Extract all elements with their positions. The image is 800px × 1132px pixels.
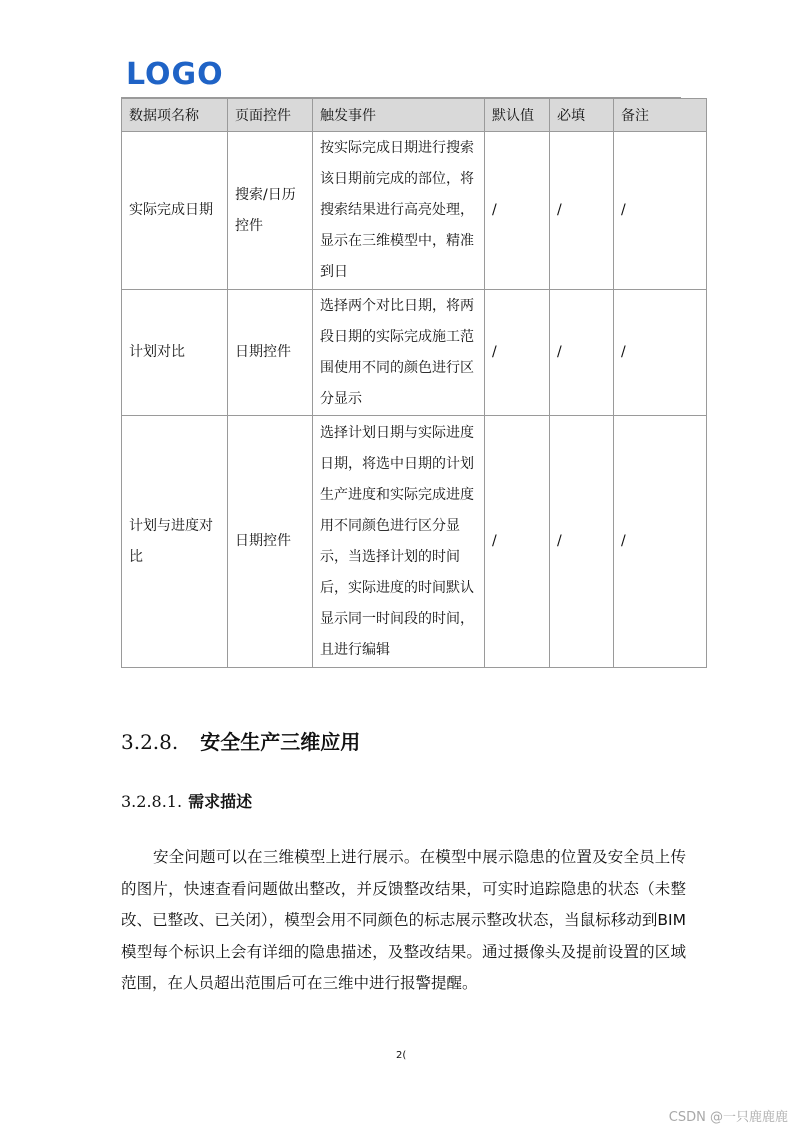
column-header: 触发事件 — [313, 99, 485, 132]
table-row — [122, 290, 707, 416]
cell-remark: / — [614, 290, 707, 416]
table-header-row — [122, 99, 707, 132]
column-header: 数据项名称 — [122, 99, 228, 132]
section-title: 安全生产三维应用 — [200, 730, 361, 754]
section-number: 3.2.8. — [121, 730, 179, 754]
logo: LOGO — [126, 57, 224, 92]
cell-default: / — [485, 416, 550, 668]
page-number: 2( — [396, 1050, 407, 1061]
data-item-table — [121, 98, 707, 668]
subsection-title: 需求描述 — [188, 792, 253, 811]
cell-name: 计划与进度对 比 — [122, 416, 228, 668]
column-header: 备注 — [614, 99, 707, 132]
cell-control: 搜索/日历 控件 — [228, 132, 313, 290]
cell-remark: / — [614, 416, 707, 668]
body-paragraph: 安全问题可以在三维模型上进行展示。在模型中展示隐患的位置及安全员上传的图片，快速查看问题做出整改，并反馈整改结果，可实时追踪隐患的状态（未整改、已整改、已关闭），模型会用不同颜色的标志展示整改状态，当鼠标移动到BIM模型每个标识上会有详细的隐患描述，及整改结果。通过摄像头及提前设置的区域范围，在人员超出范围后可在三维中进行报警提醒。 — [121, 848, 686, 992]
cell-name: 计划对比 — [122, 290, 228, 416]
column-header: 必填 — [550, 99, 614, 132]
cell-required: / — [550, 132, 614, 290]
cell-default: / — [485, 132, 550, 290]
watermark: CSDN @一只鹿鹿鹿 — [668, 1110, 788, 1125]
cell-name: 实际完成日期 — [122, 132, 228, 290]
subsection-heading — [121, 789, 252, 812]
column-header: 默认值 — [485, 99, 550, 132]
cell-control: 日期控件 — [228, 416, 313, 668]
cell-event: 选择计划日期与实际进度 日期，将选中日期的计划 生产进度和实际完成进度 用不同颜色进行区分显 示，当选择计划的时间 后，实际进度的时间默认 显示同一时间段的时间， 且进行编辑 — [313, 416, 485, 668]
cell-event: 按实际完成日期进行搜索 该日期前完成的部位，将 搜索结果进行高亮处理， 显示在三维模型中，精准 到日 — [313, 132, 485, 290]
cell-event: 选择两个对比日期，将两 段日期的实际完成施工范 围使用不同的颜色进行区 分显示 — [313, 290, 485, 416]
table-row — [122, 416, 707, 668]
cell-remark: / — [614, 132, 707, 290]
cell-control: 日期控件 — [228, 290, 313, 416]
table-row — [122, 132, 707, 290]
cell-required: / — [550, 416, 614, 668]
cell-required: / — [550, 290, 614, 416]
column-header: 页面控件 — [228, 99, 313, 132]
cell-default: / — [485, 290, 550, 416]
section-heading — [121, 726, 360, 755]
subsection-number: 3.2.8.1. — [121, 792, 183, 811]
